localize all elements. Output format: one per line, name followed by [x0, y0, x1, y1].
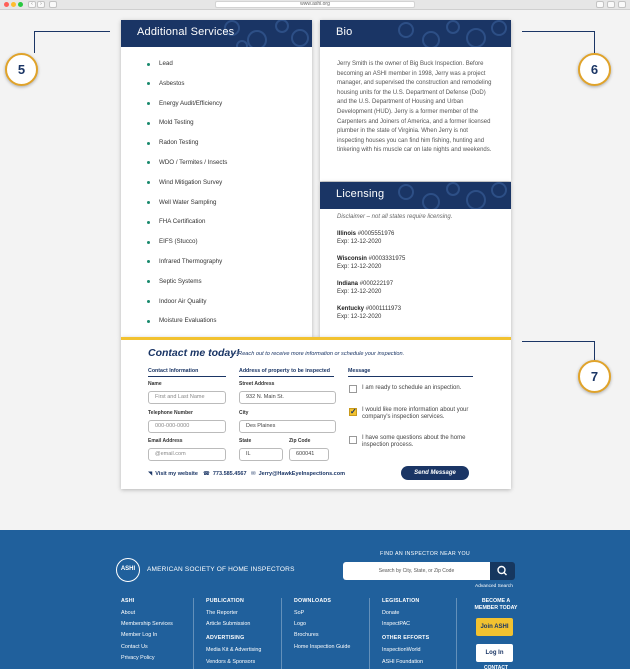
maximize-window-dot[interactable] [18, 2, 23, 7]
footer-link[interactable]: Contact Us [121, 643, 148, 650]
phone-input[interactable]: 000-000-0000 [148, 420, 226, 433]
footer-link[interactable]: InspectionWorld [382, 647, 421, 654]
license-list [320, 220, 511, 321]
footer-divider [193, 598, 194, 669]
service-item: Lead [147, 60, 312, 80]
service-item: Moisture Evaluations [147, 317, 312, 337]
footer-col-publication [206, 598, 261, 668]
contact-subtitle: — Reach out to receive more information or schedule your inspection. [231, 351, 405, 357]
license-entry [337, 255, 511, 271]
ashi-logo[interactable]: ASHI [116, 558, 140, 582]
callout-leader [34, 31, 110, 32]
email-link-label: Jerry@HawkEyeInspections.com [258, 471, 345, 477]
footer-divider [369, 598, 370, 669]
callout-badge-7: 7 [578, 360, 611, 393]
city-label: City [239, 410, 249, 416]
more-info-checkbox[interactable] [349, 408, 357, 416]
contact-form-card [121, 337, 511, 489]
service-item: Infrared Thermography [147, 258, 312, 278]
footer-col-heading: LEGISLATION [382, 598, 420, 604]
phone-icon: ☎ [203, 471, 210, 477]
schedule-checkbox[interactable] [349, 385, 357, 393]
new-tab-icon[interactable] [618, 1, 626, 8]
footer-col-downloads [294, 598, 350, 653]
forward-icon[interactable]: › [37, 1, 45, 8]
footer-link[interactable]: SoP [294, 610, 305, 616]
log-in-button[interactable]: Log In [476, 644, 513, 662]
license-state: Wisconsin [337, 256, 367, 262]
city-input[interactable]: Des Plaines [239, 420, 336, 433]
questions-checkbox[interactable] [349, 436, 357, 444]
find-inspector-heading: FIND AN INSPECTOR NEAR YOU [380, 551, 471, 557]
service-item: Asbestos [147, 80, 312, 100]
phone-link-label: 773.585.4567 [212, 471, 247, 477]
footer-link[interactable]: Membership Services [121, 621, 173, 628]
state-label: State [239, 438, 252, 444]
licensing-title: Licensing [336, 188, 385, 200]
street-label: Street Address [239, 381, 275, 387]
footer-link[interactable]: Media Kit & Advertising [206, 647, 262, 654]
license-state: Kentucky [337, 306, 365, 312]
website-link[interactable] [148, 471, 198, 477]
service-item: Energy Audit/Efficiency [147, 100, 312, 120]
service-item: Septic Systems [147, 278, 312, 298]
service-item: Wind Mitigation Survey [147, 179, 312, 199]
org-name: AMERICAN SOCIETY OF HOME INSPECTORS [147, 566, 295, 573]
state-input[interactable]: IL [239, 448, 283, 461]
footer-link[interactable]: The Reporter [206, 610, 238, 616]
license-entry [337, 230, 511, 246]
tabs-icon[interactable] [607, 1, 615, 8]
callout-badge-6: 6 [578, 53, 611, 86]
bio-header [320, 20, 511, 47]
license-number: #0001111973 [365, 306, 402, 312]
license-expiry: Exp: 12-12-2020 [337, 239, 382, 245]
callout-leader [34, 31, 35, 53]
service-item: Well Water Sampling [147, 199, 312, 219]
header-pattern-icon [391, 182, 511, 209]
search-button[interactable] [490, 562, 515, 580]
services-card [121, 20, 312, 337]
services-header [121, 20, 312, 47]
send-message-button[interactable]: Send Message [401, 466, 469, 480]
licensing-header [320, 182, 511, 209]
site-footer [0, 530, 630, 669]
footer-link[interactable]: InspectPAC [382, 621, 411, 628]
licensing-disclaimer: Disclaimer – not all states require licensing. [337, 214, 453, 220]
footer-col-heading: ASHI [121, 598, 135, 604]
license-state: Illinois [337, 231, 357, 237]
share-icon[interactable] [596, 1, 604, 8]
footer-link[interactable]: ASHI Foundation [382, 658, 424, 665]
service-item: Mold Testing [147, 119, 312, 139]
footer-link[interactable]: Member Log In [121, 632, 158, 639]
questions-option-text: I have some questions about the home inspection process. [362, 435, 466, 448]
footer-link[interactable]: Home Inspection Guide [294, 643, 351, 650]
sidebar-icon[interactable] [49, 1, 57, 8]
license-number: #0003331975 [368, 256, 406, 262]
callout-leader [594, 341, 595, 360]
inspector-search-input[interactable]: Search by City, State, or Zip Code [343, 562, 490, 580]
footer-link[interactable]: Donate [382, 610, 400, 616]
email-link[interactable] [251, 471, 345, 477]
license-number: #0005551976 [357, 231, 395, 237]
services-list [121, 47, 312, 337]
license-entry [337, 280, 511, 296]
license-expiry: Exp: 12-12-2020 [337, 264, 382, 270]
phone-label: Telephone Number [148, 410, 193, 416]
callout-badge-5: 5 [5, 53, 38, 86]
licensing-card [320, 182, 511, 337]
license-state: Indiana [337, 281, 359, 287]
minimize-window-dot[interactable] [11, 2, 16, 7]
footer-col-heading: PUBLICATION [206, 598, 245, 604]
zip-input[interactable]: 600041 [289, 448, 329, 461]
bio-title: Bio [336, 26, 353, 38]
street-input[interactable]: 932 N. Main St. [239, 391, 336, 404]
service-item: Radon Testing [147, 139, 312, 159]
envelope-icon: ✉ [251, 471, 256, 477]
service-item: WDO / Termites / Insects [147, 159, 312, 179]
search-icon [490, 562, 515, 580]
browser-toolbar [0, 0, 630, 10]
services-title: Additional Services [137, 26, 235, 38]
callout-leader [594, 31, 595, 53]
message-heading: Message [348, 368, 473, 377]
email-input[interactable]: @email.com [148, 448, 226, 461]
become-member-heading: BECOME A MEMBER TODAY [474, 598, 518, 611]
service-item: FHA Certification [147, 218, 312, 238]
footer-contact-link[interactable]: CONTACT [484, 665, 509, 669]
name-label: Name [148, 381, 162, 387]
footer-divider [456, 598, 457, 669]
website-link-label: Visit my website [155, 471, 198, 477]
bio-card [320, 20, 511, 181]
license-number: #000222197 [359, 281, 394, 287]
footer-link[interactable]: Article Submission [206, 621, 251, 628]
footer-link[interactable]: Brochures [294, 632, 319, 639]
bio-text: Jerry Smith is the owner of Big Buck Inspection. Before becoming an ASHI member in 1998, Jerry was a project manager, and supervised the construction and remodeling housing units for the U.S. Department of Defense (DoD) and the U.S. Department of Housing and Urban Development (HUD). Jerry is a former member of the Carpenters and Joiners of America, and a former licensed plumber in the state of Virginia. When Jerry is not inspecting houses you can find him fishing, hunting and tinkering with his muscle car on late nights and weekends. [337, 61, 492, 154]
phone-link[interactable] [203, 471, 247, 477]
footer-col-heading: DOWNLOADS [294, 598, 332, 604]
footer-link[interactable]: Privacy Policy [121, 654, 155, 661]
service-item: Indoor Air Quality [147, 298, 312, 318]
callout-leader [522, 341, 595, 342]
footer-col-legislation [382, 598, 429, 668]
footer-divider [281, 598, 282, 669]
footer-link[interactable]: About [121, 610, 136, 616]
more-info-option-text: I would like more information about your company's inspection services. [362, 407, 469, 420]
footer-col-heading: ADVERTISING [206, 635, 245, 642]
footer-link[interactable]: Logo [294, 621, 306, 628]
license-expiry: Exp: 12-12-2020 [337, 289, 382, 295]
callout-leader [522, 31, 595, 32]
service-item: EIFS (Stucco) [147, 238, 312, 258]
advanced-search-link[interactable]: Advanced Search [475, 584, 513, 589]
rss-icon: ◥ [148, 471, 153, 477]
name-input[interactable]: First and Last Name [148, 391, 226, 404]
license-expiry: Exp: 12-12-2020 [337, 314, 382, 320]
address-heading: Address of property to be inspected [239, 368, 334, 377]
close-window-dot[interactable] [4, 2, 9, 7]
footer-col-heading: OTHER EFFORTS [382, 635, 430, 642]
footer-col-ashi [121, 598, 173, 664]
back-icon[interactable]: ‹ [28, 1, 36, 8]
contact-info-heading: Contact Information [148, 368, 226, 377]
email-label: Email Address [148, 438, 183, 444]
contact-title: Contact me today! [148, 347, 240, 359]
zip-label: Zip Code [289, 438, 311, 444]
join-ashi-button[interactable]: Join ASHI [476, 618, 513, 636]
header-pattern-icon [391, 20, 511, 47]
footer-link[interactable]: Vendors & Sponsors [206, 658, 256, 665]
address-bar[interactable]: www.ashi.org [215, 1, 415, 8]
schedule-option-text: I am ready to schedule an inspection. [362, 385, 462, 391]
license-entry [337, 305, 511, 321]
